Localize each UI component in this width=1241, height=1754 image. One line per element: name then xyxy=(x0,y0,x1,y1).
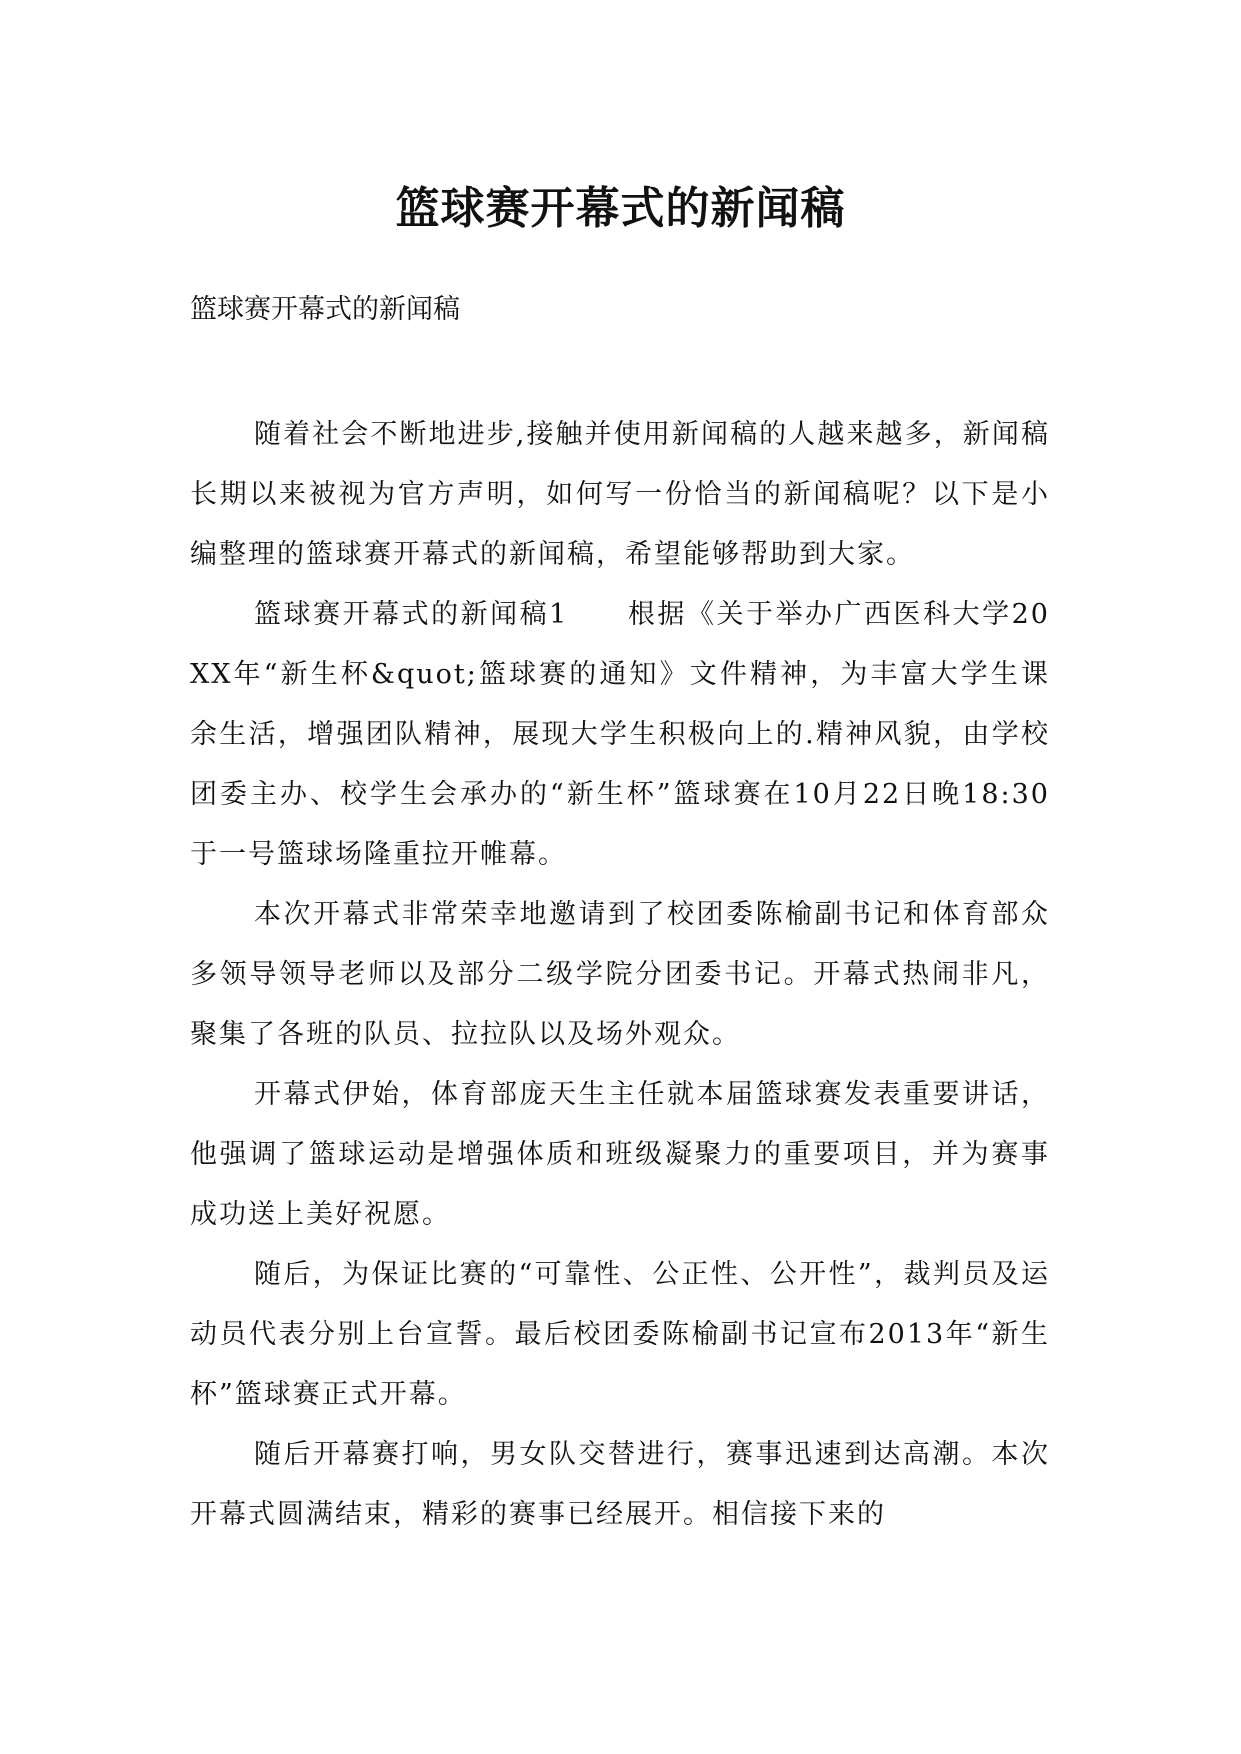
document-title: 篮球赛开幕式的新闻稿 xyxy=(395,183,846,235)
paragraph-oath: 随后，为保证比赛的“可靠性、公正性、公开性”，裁判员及运动员代表分别上台宣誓。最后校团委陈榆副书记宣布2013年“新生杯”篮球赛正式开幕。 xyxy=(190,1259,1050,1410)
paragraph-guests: 本次开幕式非常荣幸地邀请到了校团委陈榆副书记和体育部众多领导领导老师以及部分二级学院分团委书记。开幕式热闹非凡，聚集了各班的队员、拉拉队以及场外观众。 xyxy=(190,899,1050,1050)
paragraph-speech: 开幕式伊始，体育部庞天生主任就本届篮球赛发表重要讲话，他强调了篮球运动是增强体质和班级凝聚力的重要项目，并为赛事成功送上美好祝愿。 xyxy=(190,1079,1050,1230)
paragraph-article-1: 篮球赛开幕式的新闻稿1 根据《关于举办广西医科大学20XX年“新生杯&quot;篮球赛的通知》文件精神，为丰富大学生课余生活，增强团队精神，展现大学生积极向上的.精神风貌，由学校团委主办、校学生会承办的“新生杯”篮球赛在10月22日晚18:30于一号篮球场隆重拉开帷幕。 xyxy=(190,599,1050,870)
paragraph-opening-game: 随后开幕赛打响，男女队交替进行，赛事迅速到达高潮。本次开幕式圆满结束，精彩的赛事已经展开。相信接下来的 xyxy=(190,1439,1050,1530)
paragraph-intro: 随着社会不断地进步,接触并使用新闻稿的人越来越多，新闻稿长期以来被视为官方声明，如何写一份恰当的新闻稿呢？以下是小编整理的篮球赛开幕式的新闻稿，希望能够帮助到大家。 xyxy=(190,419,1050,570)
document-body xyxy=(190,405,1050,1545)
document-subtitle: 篮球赛开幕式的新闻稿 xyxy=(190,294,460,325)
